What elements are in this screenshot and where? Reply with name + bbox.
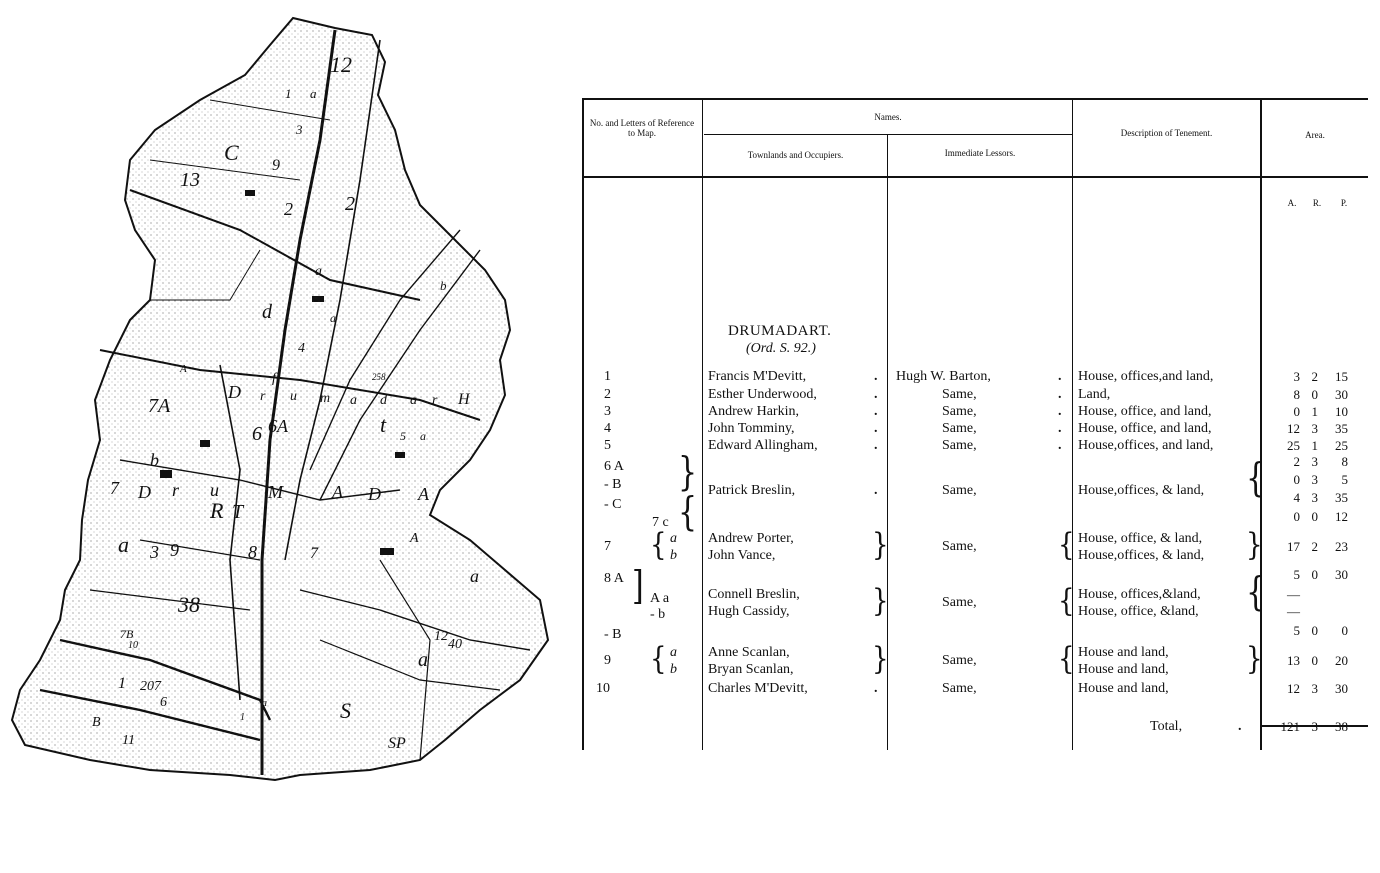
- leader-dot: .: [1058, 387, 1062, 402]
- map-label: R: [210, 498, 224, 523]
- map-label: 1: [240, 712, 245, 723]
- area-10-p: 30: [1335, 681, 1348, 696]
- area-6-3-a: 0: [1293, 509, 1300, 524]
- map-label: A: [180, 363, 187, 375]
- ref-2: 2: [604, 387, 611, 402]
- occupier-9b: Bryan Scanlan,: [708, 662, 794, 677]
- area-6-2-p: 35: [1335, 490, 1348, 505]
- area-a-3: 0: [1293, 404, 1300, 419]
- map-label: 11: [122, 733, 135, 748]
- total-label: Total,: [1150, 719, 1183, 734]
- area-6-3-r: 0: [1311, 509, 1318, 524]
- map-label: a: [410, 393, 417, 408]
- area-9-p: 20: [1335, 653, 1348, 668]
- ref-7c: 7 c: [652, 515, 669, 530]
- map-label: r: [260, 389, 266, 404]
- area-r-4: 3: [1311, 421, 1318, 436]
- map-label: 9: [272, 157, 280, 174]
- brace-7-mid: }: [872, 527, 889, 564]
- ref-6b: - B: [604, 477, 622, 492]
- col-rule-ref: [702, 98, 703, 750]
- occupier-7b: John Vance,: [708, 548, 776, 563]
- map-label: a: [350, 393, 357, 408]
- area-p-5: 25: [1335, 438, 1348, 453]
- area-8-3-a: 5: [1293, 623, 1300, 638]
- map-label: C: [224, 140, 239, 165]
- leader-dot: .: [874, 438, 878, 453]
- desc-2: Land,: [1078, 387, 1111, 402]
- area-a-2: 8: [1293, 387, 1300, 402]
- area-6-1-a: 0: [1293, 472, 1300, 487]
- map-label: T: [232, 501, 244, 523]
- area-8-0-a: 5: [1293, 567, 1300, 582]
- area-p-1: 15: [1335, 369, 1348, 384]
- occupier-3: Andrew Harkin,: [708, 404, 799, 419]
- area-9-a: 13: [1287, 653, 1300, 668]
- area-8-0-r: 0: [1311, 567, 1318, 582]
- header-area-acres: A.: [1287, 198, 1297, 208]
- map-label: 258: [372, 372, 386, 382]
- area-6-0-r: 3: [1311, 454, 1318, 469]
- leader-dot: .: [874, 404, 878, 419]
- area-6-2-r: 3: [1311, 490, 1318, 505]
- map-label: d: [262, 301, 272, 323]
- leader-dot: .: [1058, 421, 1062, 436]
- leader-dot: .: [1058, 369, 1062, 384]
- ref-7b: b: [670, 548, 677, 563]
- ref-7: 7: [604, 539, 611, 554]
- lessor-7: Same,: [942, 539, 977, 554]
- ref-8b: - B: [604, 627, 622, 642]
- area-r-3: 1: [1311, 404, 1318, 419]
- lessor-4: Same,: [942, 421, 977, 436]
- total-r: 3: [1311, 719, 1318, 734]
- occupier-5: Edward Allingham,: [708, 438, 818, 453]
- map-label: 5: [400, 429, 406, 443]
- table-left-rule: [582, 98, 584, 750]
- names-sub-rule: [704, 134, 1072, 135]
- brace-6-bottom: {: [678, 490, 698, 536]
- area-a-4: 12: [1287, 421, 1300, 436]
- map-label: f: [272, 371, 276, 386]
- map-label: 1: [118, 675, 126, 692]
- area-7-p: 23: [1335, 539, 1348, 554]
- map-label: 3: [150, 542, 159, 562]
- map-label: r: [432, 393, 438, 408]
- area-r-5: 1: [1311, 438, 1318, 453]
- map-label: SP: [388, 735, 406, 752]
- brace-7-left: {: [650, 527, 667, 564]
- map-label: S: [340, 698, 351, 723]
- map-label: 7: [310, 545, 318, 562]
- brace-6-top: }: [678, 450, 698, 496]
- leader-dot: .: [874, 421, 878, 436]
- map-label: 6: [252, 423, 262, 445]
- header-townlands: Townlands and Occupiers.: [747, 150, 844, 160]
- occupier-4: John Tomminy,: [708, 421, 795, 436]
- area-p-3: 10: [1335, 404, 1348, 419]
- townland-map: [0, 0, 560, 873]
- map-label: a: [330, 311, 336, 325]
- area-6-3-p: 12: [1335, 509, 1348, 524]
- map-label: 8: [248, 542, 257, 562]
- map-label: u: [290, 389, 297, 404]
- map-label: H: [458, 391, 470, 408]
- area-p-2: 30: [1335, 387, 1348, 402]
- leader-dot: .: [874, 681, 878, 696]
- area-6-0-a: 2: [1293, 454, 1300, 469]
- map-label: a: [420, 429, 426, 443]
- desc-3: House, office, and land,: [1078, 404, 1212, 419]
- desc-8b: House, office, &land,: [1078, 604, 1199, 619]
- lessor-3: Same,: [942, 404, 977, 419]
- ref-7a: a: [670, 531, 677, 546]
- area-8-3-p: 0: [1341, 623, 1348, 638]
- header-area: Area.: [1305, 130, 1325, 140]
- leader-dot: .: [1058, 438, 1062, 453]
- area-6-1-r: 3: [1311, 472, 1318, 487]
- ref-8a: 8 A: [604, 571, 624, 586]
- desc-7a: House, office, & land,: [1078, 531, 1203, 546]
- header-description: Description of Tenement.: [1120, 128, 1213, 138]
- map-label: b: [150, 450, 159, 470]
- map-label: a: [118, 532, 129, 557]
- area-8-1-a: —: [1287, 587, 1300, 602]
- occupier-6: Patrick Breslin,: [708, 483, 796, 498]
- total-p: 38: [1335, 719, 1348, 734]
- ref-8-sub-b: - b: [650, 607, 666, 622]
- desc-1: House, offices,and land,: [1078, 369, 1214, 384]
- occupier-9a: Anne Scanlan,: [708, 645, 790, 660]
- map-label: 12: [434, 629, 448, 644]
- map-label: a: [315, 264, 322, 279]
- brace-8-right: {: [1246, 570, 1266, 616]
- header-lessors: Immediate Lessors.: [944, 148, 1016, 158]
- map-label: r: [172, 480, 180, 500]
- ref-9a: a: [670, 645, 677, 660]
- area-r-2: 0: [1311, 387, 1318, 402]
- desc-10: House and land,: [1078, 681, 1169, 696]
- map-label: 6: [160, 695, 167, 710]
- desc-9b: House and land,: [1078, 662, 1169, 677]
- lessor-9: Same,: [942, 653, 977, 668]
- leader-dot: .: [874, 369, 878, 384]
- townland-title: DRUMADART.: [728, 323, 832, 339]
- area-a-5: 25: [1287, 438, 1300, 453]
- map-label: M: [268, 482, 283, 502]
- map-label: a: [262, 698, 267, 709]
- map-label: 12: [330, 52, 352, 77]
- occupier-1: Francis M'Devitt,: [708, 369, 807, 384]
- map-label: D: [368, 484, 381, 504]
- map-label: 38: [178, 592, 200, 617]
- ref-9: 9: [604, 653, 611, 668]
- map-label: 7: [110, 478, 119, 498]
- desc-8a: House, offices,&land,: [1078, 587, 1201, 602]
- occupier-10: Charles M'Devitt,: [708, 681, 808, 696]
- leader-dot: .: [874, 387, 878, 402]
- map-label: 1: [285, 86, 292, 101]
- area-a-1: 3: [1293, 369, 1300, 384]
- desc-6: House,offices, & land,: [1078, 483, 1205, 498]
- map-label: 7B: [120, 627, 134, 641]
- lessor-2: Same,: [942, 387, 977, 402]
- area-8-3-r: 0: [1311, 623, 1318, 638]
- brace-8-mid: }: [872, 583, 889, 620]
- ref-9b: b: [670, 662, 677, 677]
- ref-8-sub-a: A a: [650, 591, 670, 606]
- area-7-r: 2: [1311, 539, 1318, 554]
- brace-8-desc: {: [1058, 583, 1075, 620]
- occupier-8a: Connell Breslin,: [708, 587, 800, 602]
- area-r-1: 2: [1311, 369, 1318, 384]
- area-6-1-p: 5: [1341, 472, 1348, 487]
- total-a: 121: [1280, 719, 1300, 734]
- lessor-5: Same,: [942, 438, 977, 453]
- tenement-valuation-table: [582, 98, 1368, 750]
- lessor-10: Same,: [942, 681, 977, 696]
- lessor-1: Hugh W. Barton,: [896, 369, 991, 384]
- map-label: 2: [345, 193, 355, 215]
- brace-6-right: {: [1246, 456, 1266, 502]
- ref-6a: 6 A: [604, 459, 624, 474]
- map-label: A: [418, 484, 429, 504]
- map-label: D: [138, 482, 151, 502]
- map-label: A: [332, 482, 343, 502]
- map-label: t: [380, 412, 387, 437]
- map-label: A: [410, 531, 419, 546]
- area-6-2-a: 4: [1293, 490, 1300, 505]
- ref-3: 3: [604, 404, 611, 419]
- leader-dot: .: [874, 483, 878, 498]
- area-9-r: 0: [1311, 653, 1318, 668]
- map-label: 40: [448, 637, 462, 652]
- map-label: a: [310, 86, 317, 101]
- map-label: d: [380, 393, 387, 408]
- desc-7b: House,offices, & land,: [1078, 548, 1205, 563]
- occupier-8b: Hugh Cassidy,: [708, 604, 790, 619]
- area-8-0-p: 30: [1335, 567, 1348, 582]
- header-bottom-rule: [582, 176, 1368, 178]
- ref-5: 5: [604, 438, 611, 453]
- map-label: 3: [296, 122, 303, 137]
- occupier-7a: Andrew Porter,: [708, 531, 794, 546]
- area-10-a: 12: [1287, 681, 1300, 696]
- brace-9-desc: {: [1058, 641, 1075, 678]
- brace-7-desc: {: [1058, 527, 1075, 564]
- brace-9-mid: }: [872, 641, 889, 678]
- lessor-8: Same,: [942, 595, 977, 610]
- map-label: 10: [128, 640, 138, 651]
- ordnance-sheet: (Ord. S. 92.): [746, 341, 816, 356]
- map-label: D: [228, 382, 241, 402]
- header-area-roods: R.: [1312, 198, 1322, 208]
- map-label: 6A: [268, 416, 288, 436]
- lessor-6: Same,: [942, 483, 977, 498]
- map-label: u: [210, 480, 219, 500]
- ref-1: 1: [604, 369, 611, 384]
- map-label: 13: [180, 169, 200, 191]
- brace-8-left: ]: [632, 564, 644, 610]
- table-top-rule: [582, 98, 1368, 100]
- brace-9-left: {: [650, 641, 667, 678]
- map-label: a: [470, 566, 479, 586]
- area-6-0-p: 8: [1341, 454, 1348, 469]
- brace-7-right: }: [1246, 527, 1263, 564]
- desc-5: House,offices, and land,: [1078, 438, 1214, 453]
- map-label: a: [418, 649, 428, 671]
- occupier-2: Esther Underwood,: [708, 387, 817, 402]
- area-7-a: 17: [1287, 539, 1300, 554]
- ref-6c: - C: [604, 497, 622, 512]
- map-label: B: [92, 715, 101, 730]
- header-ref: No. and Letters of Reference to Map.: [589, 118, 695, 139]
- map-label: 207: [140, 679, 161, 694]
- ref-10: 10: [596, 681, 610, 696]
- header-area-perches: P.: [1340, 198, 1348, 208]
- header-names: Names.: [874, 112, 902, 122]
- map-label: 2: [284, 199, 293, 219]
- map-label: 9: [170, 540, 179, 560]
- area-p-4: 35: [1335, 421, 1348, 436]
- leader-dot: .: [1238, 719, 1242, 734]
- map-label: m: [320, 391, 331, 406]
- brace-9-right: }: [1246, 641, 1263, 678]
- area-10-r: 3: [1311, 681, 1318, 696]
- map-label: 4: [298, 341, 305, 356]
- map-label: b: [440, 278, 447, 293]
- desc-4: House, office, and land,: [1078, 421, 1212, 436]
- map-label: 7A: [148, 395, 171, 417]
- desc-9a: House and land,: [1078, 645, 1169, 660]
- area-8-2-a: —: [1287, 604, 1300, 619]
- ref-4: 4: [604, 421, 611, 436]
- leader-dot: .: [1058, 404, 1062, 419]
